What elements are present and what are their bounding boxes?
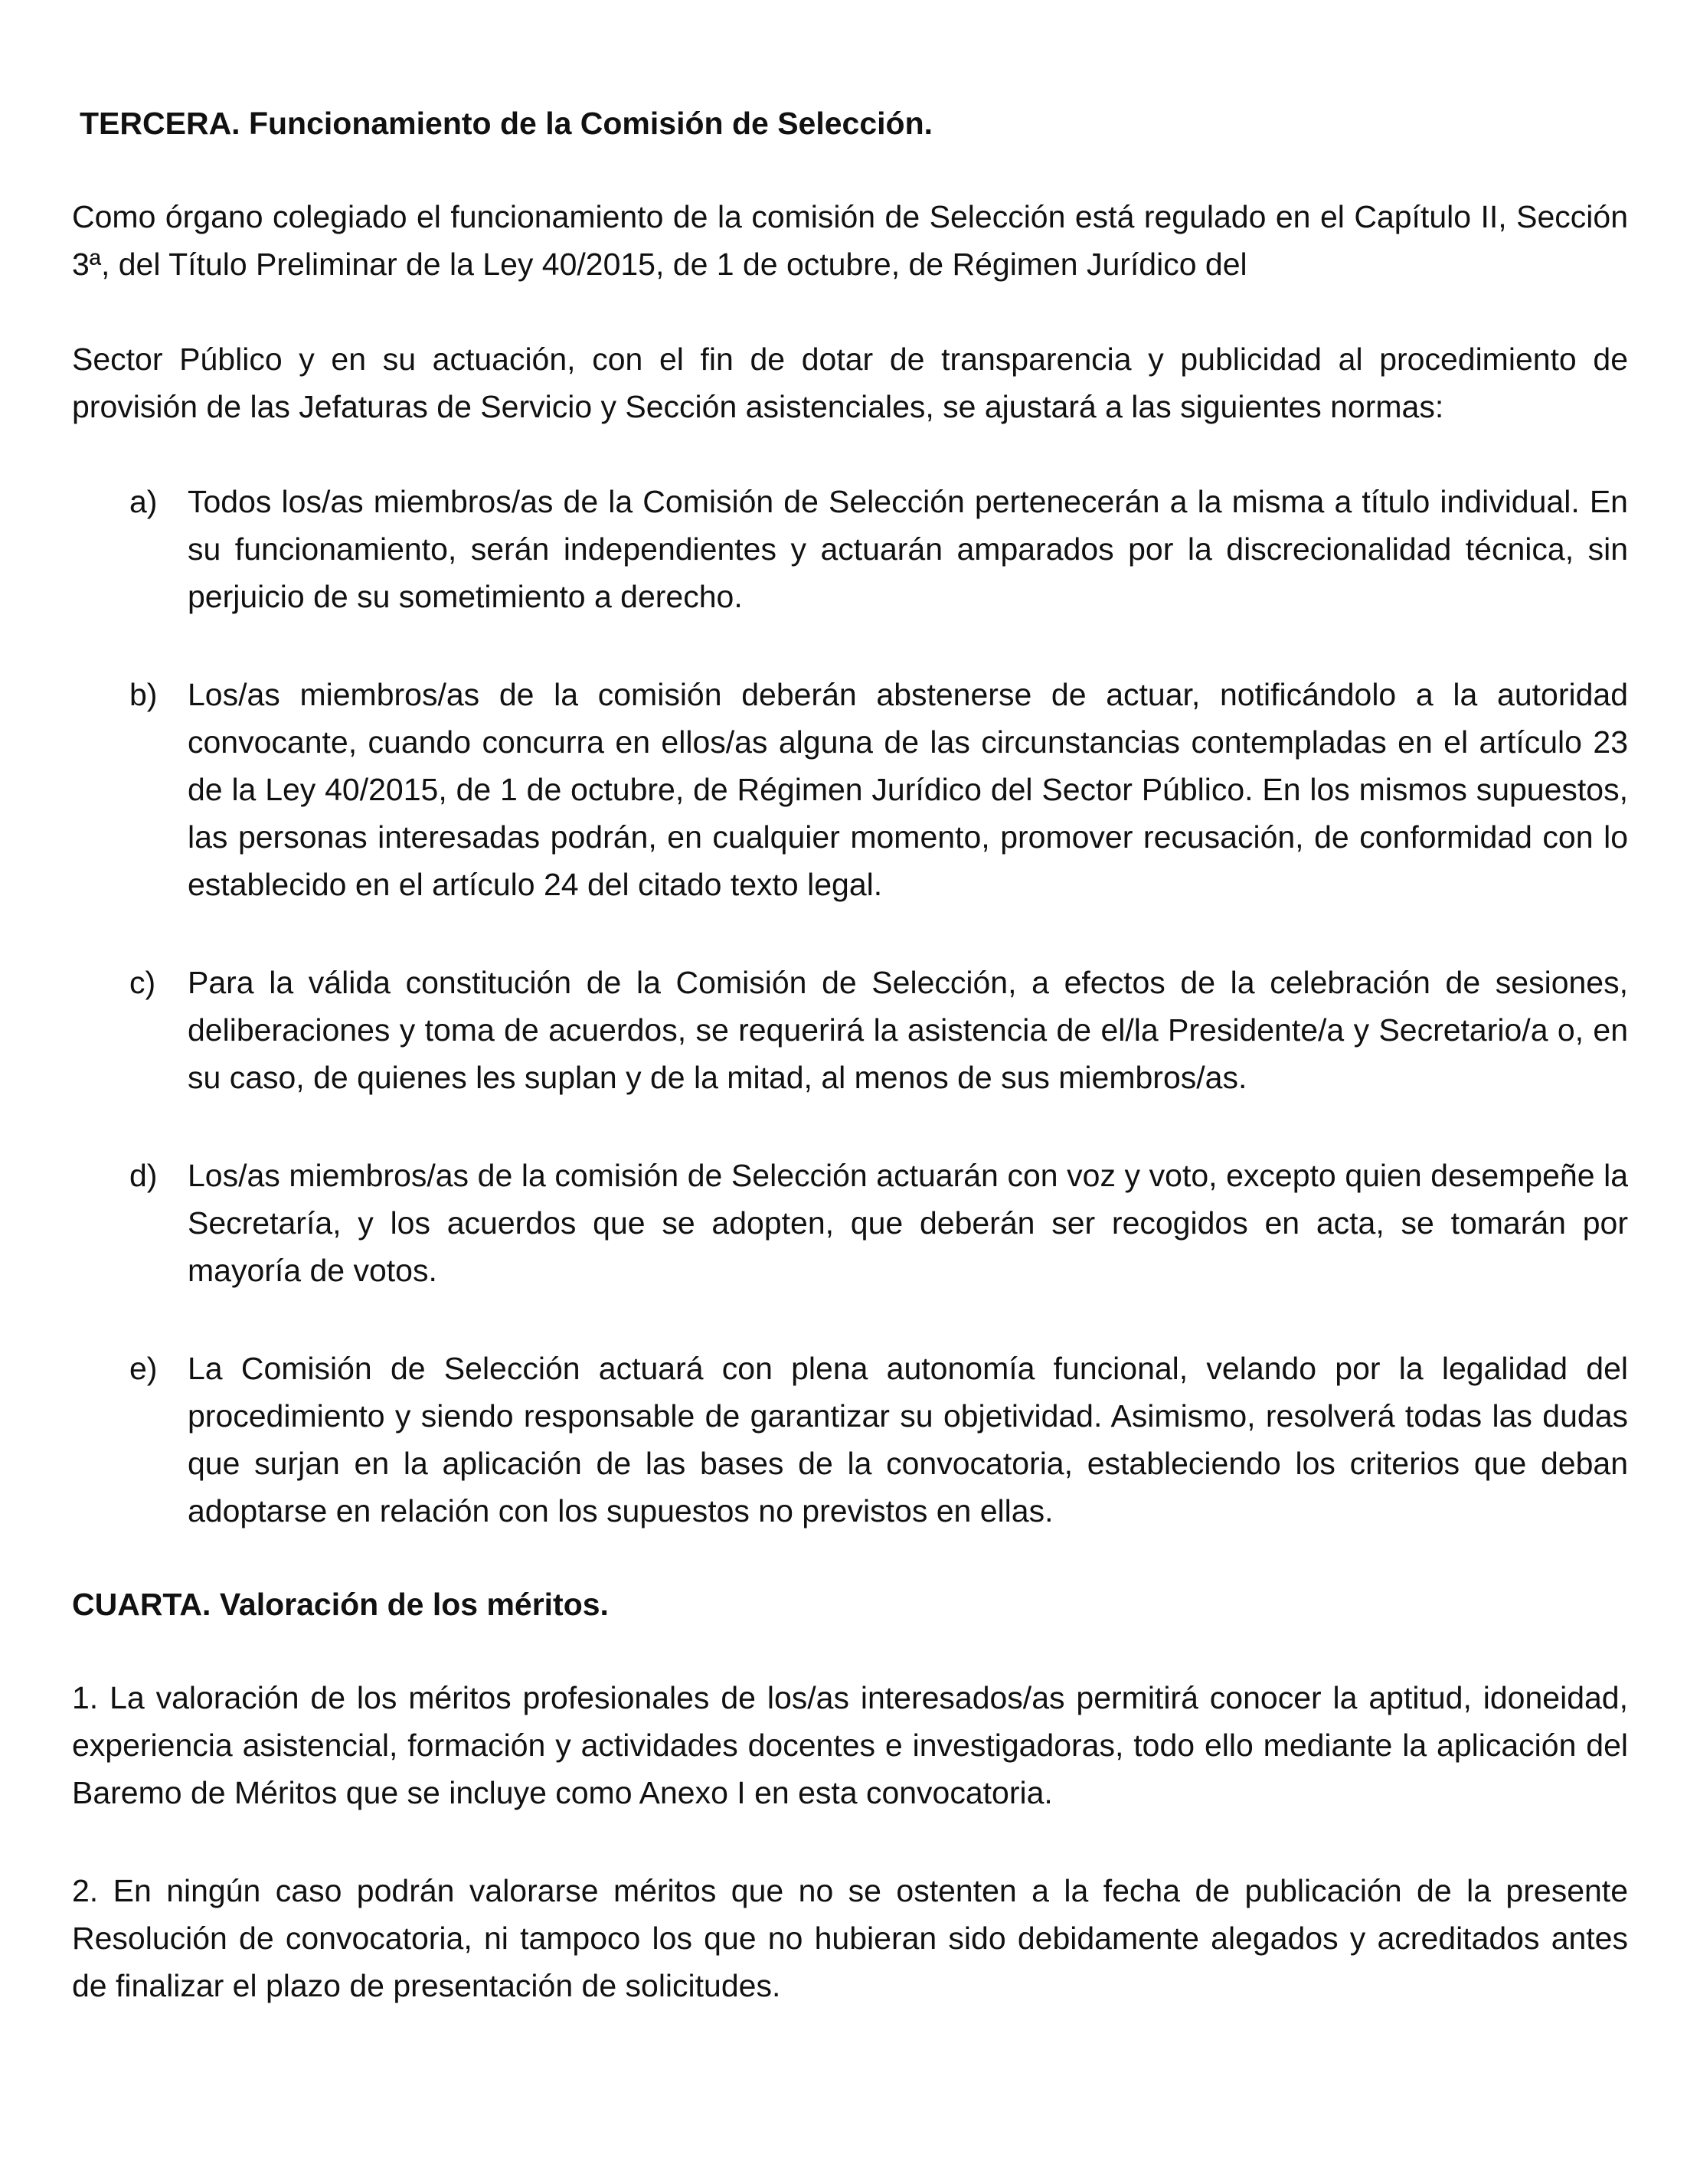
paragraph-cuarta-2: 2. En ningún caso podrán valorarse méritos que no se ostenten a la fecha de publicación de la presente Resolución de convocatoria, ni tampoco los que no hubieran sido debidamente alegados y acreditados antes de finalizar el plazo de presentación de solicitudes. xyxy=(72,1873,1628,2003)
list-item-text: Los/as miembros/as de la comisión deberán abstenerse de actuar, notificándolo a la autoridad convocante, cuando concurra en ellos/as alguna de las circunstancias contempladas en el artículo 23 de la Ley 40/2015, de 1 de octubre, de Régimen Jurídico del Sector Público. En los mismos supuestos, las personas interesadas podrán, en cualquier momento, promover recusación, de conformidad con lo establecido en el artículo 24 del citado texto legal. xyxy=(188,677,1628,902)
paragraph-cuarta-1: 1. La valoración de los méritos profesionales de los/as interesados/as permitirá conocer la aptitud, idoneidad, experiencia asistencial, formación y actividades docentes e investigadoras, todo ello mediante la aplicación del Baremo de Méritos que se incluye como Anexo I en esta convocatoria. xyxy=(72,1680,1628,1810)
list-item-text: Los/as miembros/as de la comisión de Selección actuarán con voz y voto, excepto quien desempeñe la Secretaría, y los acuerdos que se adopten, que deberán ser recogidos en acta, se tomarán por mayoría de votos. xyxy=(188,1158,1628,1288)
spacer xyxy=(72,1628,1628,1674)
paragraph-intro-2: Sector Público y en su actuación, con el fin de dotar de transparencia y publicidad al procedimiento de provisión de las Jefaturas de Servicio y Sección asistenciales, se ajustará a las siguientes normas: xyxy=(72,342,1628,424)
section-heading-cuarta: CUARTA. Valoración de los méritos. xyxy=(72,1587,609,1622)
spacer xyxy=(72,1816,1628,1867)
list-item-text: Para la válida constitución de la Comisión de Selección, a efectos de la celebración de sesiones, deliberaciones y toma de acuerdos, se requerirá la asistencia de el/la Presidente/a y Secretario/a o, en su caso, de quienes les suplan y de la mitad, al menos de sus miembros/as. xyxy=(188,965,1628,1095)
list-item-e xyxy=(72,1345,1628,1535)
list-marker: e) xyxy=(129,1351,158,1386)
list-marker: c) xyxy=(129,965,156,1000)
spacer xyxy=(72,1294,1628,1345)
spacer xyxy=(72,908,1628,959)
spacer xyxy=(72,147,1628,193)
list-item-c xyxy=(72,959,1628,1101)
list-marker: b) xyxy=(129,677,158,712)
spacer xyxy=(72,288,1628,335)
list-item-b xyxy=(72,671,1628,908)
section-heading-tercera: TERCERA. Funcionamiento de la Comisión de Selección. xyxy=(80,106,933,141)
list-marker: d) xyxy=(129,1158,158,1193)
list-item-text: Todos los/as miembros/as de la Comisión de Selección pertenecerán a la misma a título individual. En su funcionamiento, serán independientes y actuarán amparados por la discrecionalidad técnica, sin perjuicio de su sometimiento a derecho. xyxy=(188,484,1628,614)
spacer xyxy=(72,430,1628,478)
list-marker: a) xyxy=(129,484,158,519)
paragraph-intro-1: Como órgano colegiado el funcionamiento de la comisión de Selección está regulado en el Capítulo II, Sección 3ª, del Título Preliminar de la Ley 40/2015, de 1 de octubre, de Régimen Jurídico del xyxy=(72,199,1628,282)
list-item-text: La Comisión de Selección actuará con plena autonomía funcional, velando por la legalidad del procedimiento y siendo responsable de garantizar su objetividad. Asimismo, resolverá todas las dudas que surjan en la aplicación de las bases de la convocatoria, estableciendo los criterios que deban adoptarse en relación con los supuestos no previstos en ellas. xyxy=(188,1351,1628,1528)
spacer xyxy=(72,620,1628,671)
list-item-d xyxy=(72,1152,1628,1294)
list-item-a xyxy=(72,478,1628,620)
spacer xyxy=(72,1101,1628,1152)
spacer xyxy=(72,1535,1628,1581)
document-page xyxy=(72,100,1628,2009)
